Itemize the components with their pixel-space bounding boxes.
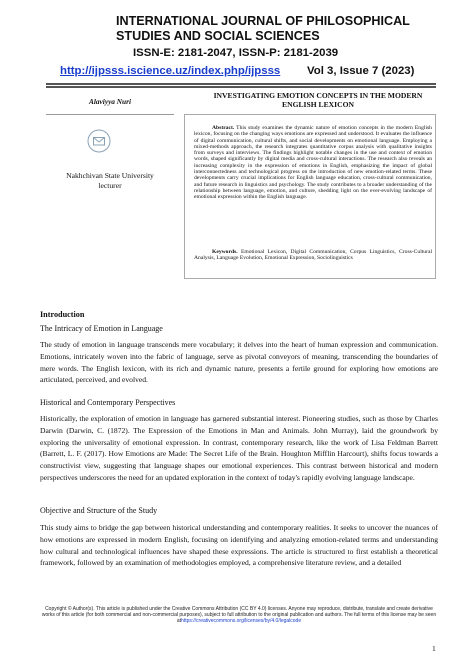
license-link[interactable]: https://creativecommons.org/licenses/by/4.0/legalcode [181,617,302,624]
paragraph-intricacy: The study of emotion in language transcends mere vocabulary; it delves into the heart of human expression and communication. Emotions, intricately woven into the fabric of language, serve as pivotal conveyors of meaning, transcending the boundaries of mere words. The English lexicon, with its rich and dynamic nature, presents a fertile ground for exploring how emotions are articulated, perceived, and evolved. [40,340,438,385]
page-number: 1 [432,644,436,653]
affiliation-institution: Nakhchivan State University [66,171,154,180]
copyright-text: Copyright © Author(s). This article is published under the Creative Commons Attribution (CC BY 4.0) licenses. Anyone may reproduce, distribute, translate and create derivative works of this article (for both commercial and non-commercial purposes), subject to full attribution to the original publication and authors. The full terms of this license may be seen at [41,606,437,624]
paragraph-objective: This study aims to bridge the gap between historical understanding and contemporary realities. It seeks to uncover the nuances of how emotions are expressed in modern English, focusing on identifying and analyzing emotion-related terms and understanding how cultural and technological influences have shaped these expressions. The article is structured to first establish a theoretical framework, followed by an examination of methodologies employed, a comprehensive literature review, and a detailed [40,523,438,568]
keywords [194,249,432,262]
subheading-intricacy: The Intricacy of Emotion in Language [40,324,163,333]
subheading-objective: Objective and Structure of the Study [40,506,158,515]
affiliation-position: lecturer [98,181,122,190]
mail-icon[interactable] [87,129,111,153]
volume-issue: Vol 3, Issue 7 (2023) [307,65,415,77]
copyright-footer [40,607,438,624]
issn-line: ISSN-E: 2181-2047, ISSN-P: 2181-2039 [133,47,339,59]
section-heading-introduction: Introduction [40,310,85,319]
abstract-text: This study examines the dynamic nature of emotion concepts in the modern English lexicon, focusing on the changing ways emotions are expressed and understood. It evaluates the influence of digital communication, cultural shifts, and social developments on emotional language. Employing a mixed-methods approach, the research integrates quantitative corpus analysis with qualitative insights from surveys and interviews. The findings highlight notable changes in the use and context of emotion words, shaped significantly by digital media and cross-cultural interactions. The research also reveals an increasing complexity in the expression of emotions in English, emphasizing the impact of global interconnectedness and technological progress on the introduction of new emotion-related terms. These developments carry crucial implications for English language education, cross-cultural communication, and future research in linguistics and psychology. The study contributes to a broader understanding of the relationship between language, emotion, and culture, shedding light on the ever-evolving landscape of emotional expression within the English language. [194,125,432,201]
author-divider [46,114,174,115]
header-divider-bottom [46,86,436,88]
subheading-perspectives: Historical and Contemporary Perspectives [40,398,176,407]
author-affiliation [46,171,174,191]
article-title: INVESTIGATING EMOTION CONCEPTS IN THE MODERN ENGLISH LEXICON [213,91,423,109]
paragraph-perspectives: Historically, the exploration of emotion in language has garnered substantial interest. Pioneering studies, such as those by Charles Darwin (Darwin, C. (1872). The Expression of the Emotions in Man and Animals. John Murray), laid the groundwork by exploring the universality of emotional expression. In contrast, contemporary research, like the work of Lisa Feldman Barrett (Barrett, L. F. (2017). How Emotions are Made: The Secret Life of the Brain. Houghton Mifflin Harcourt), shifts focus towards a constructivist view, suggesting that language shapes our emotional experiences. This contrast between historical and modern perspectives underscores the need for an updated exploration in the context of today's rapidly evolving language landscape. [40,414,438,482]
header-divider-top [46,83,436,85]
abstract [194,125,432,201]
keywords-label: Keywords. [212,249,238,255]
abstract-label: Abstract. [212,125,235,131]
keywords-text: Emotional Lexicon, Digital Communication, Corpus Linguistics, Cross-Cultural Analysis, Language Evolution, Emotional Expression, Sociolinguistics [194,249,433,262]
author-name: Alaviyya Nuri [89,97,131,106]
journal-url-link[interactable]: http://ijpsss.iscience.uz/index.php/ijpsss [60,65,281,77]
journal-title: INTERNATIONAL JOURNAL OF PHILOSOPHICAL STUDIES AND SOCIAL SCIENCES [116,14,410,43]
